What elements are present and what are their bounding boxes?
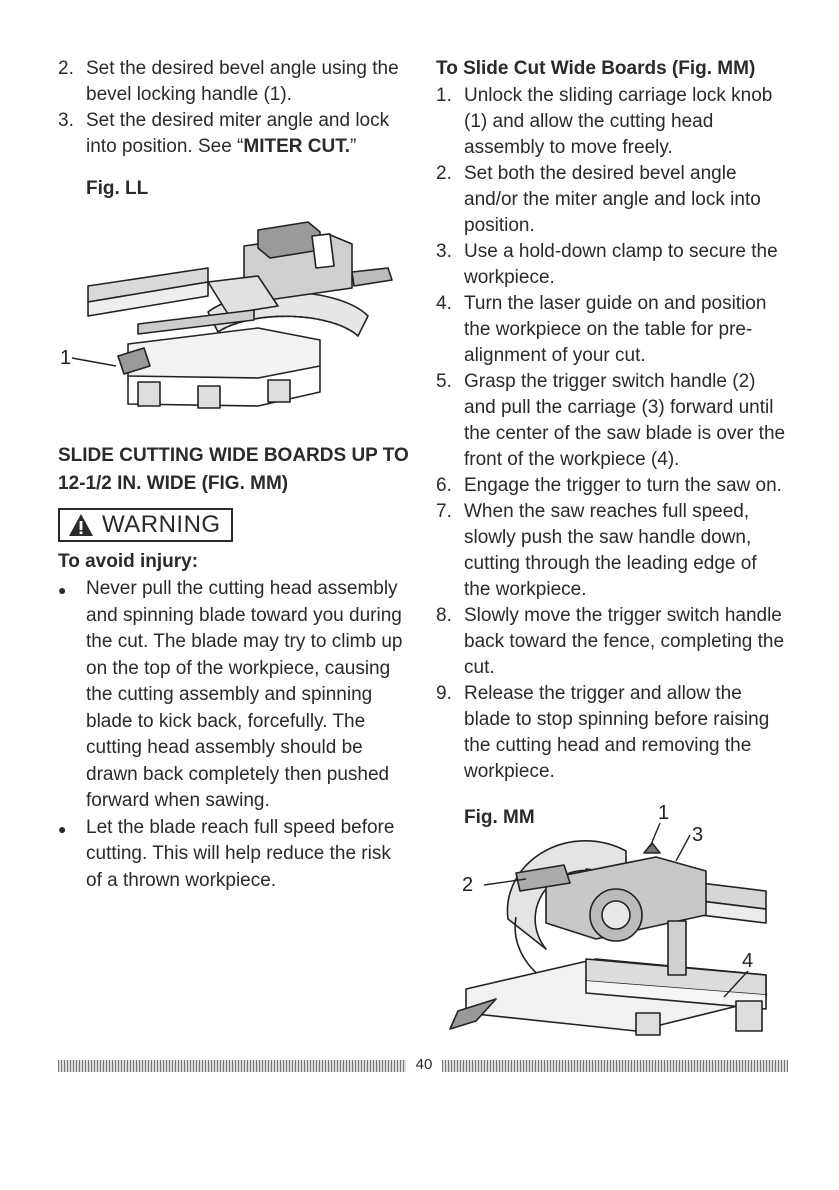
footer-bar-right <box>442 1060 788 1072</box>
step-text: Grasp the trigger switch handle (2) and pull the carriage (3) forward until the center of the saw blade is over the front of the workpiece (4). <box>464 371 786 470</box>
step-number: 3. <box>436 241 452 262</box>
fig-mm-callout-4: 4 <box>742 950 754 972</box>
step-number: 9. <box>436 683 452 704</box>
left-step-2 <box>58 56 410 108</box>
warning-label: WARNING <box>102 511 221 538</box>
right-step <box>436 239 786 291</box>
step-text: Turn the laser guide on and position the workpiece on the table for pre-alignment of your cut. <box>464 293 767 366</box>
right-step <box>436 369 786 473</box>
section-heading: SLIDE CUTTING WIDE BOARDS UP TO 12-1/2 IN. WIDE (FIG. MM) <box>58 445 409 494</box>
right-step <box>436 681 786 785</box>
step-text: Engage the trigger to turn the saw on. <box>464 475 782 496</box>
footer-bar-left <box>58 1060 406 1072</box>
right-step <box>436 473 786 499</box>
step-text: Set both the desired bevel angle and/or the miter angle and lock into position. <box>464 163 761 236</box>
fig-mm <box>436 799 786 1049</box>
warning-bullet <box>58 576 410 815</box>
left-column <box>58 56 410 894</box>
fig-mm-illustration <box>436 799 786 1049</box>
step-number: 8. <box>436 605 452 626</box>
step-text: Release the trigger and allow the blade to stop spinning before raising the cutting head and removing the workpiece. <box>464 683 770 782</box>
right-column <box>436 56 786 1049</box>
page-number: 40 <box>415 1056 433 1073</box>
right-step <box>436 161 786 239</box>
step-number: 3. <box>58 110 74 131</box>
step-text: Set the desired bevel angle using the bevel locking handle (1). <box>86 58 399 105</box>
step-number: 4. <box>436 293 452 314</box>
fig-ll-illustration <box>58 216 410 416</box>
fig-mm-callout-3: 3 <box>692 824 704 846</box>
miter-cut-reference: MITER CUT. <box>243 136 350 157</box>
step-text-part: Set the desired miter angle and lock into position. See “ <box>86 110 390 157</box>
step-text: When the saw reaches full speed, slowly push the saw handle down, cutting through the leading edge of the workpiece. <box>464 501 757 600</box>
avoid-injury-heading: To avoid injury: <box>58 551 199 572</box>
warning-triangle-icon <box>68 513 94 537</box>
bullet-dot-icon: ● <box>58 820 67 837</box>
step-text-part: ” <box>349 136 357 157</box>
right-steps-list <box>436 83 786 785</box>
page-footer <box>58 1056 788 1074</box>
right-step <box>436 499 786 603</box>
step-number: 2. <box>58 58 74 79</box>
step-text: Use a hold-down clamp to secure the workpiece. <box>464 241 778 288</box>
warning-box <box>58 508 233 542</box>
fig-mm-label: Fig. MM <box>464 807 535 828</box>
step-number: 2. <box>436 163 452 184</box>
fig-ll-callout-1: 1 <box>60 347 72 369</box>
step-number: 6. <box>436 475 452 496</box>
step-number: 5. <box>436 371 452 392</box>
right-heading: To Slide Cut Wide Boards (Fig. MM) <box>436 58 756 79</box>
step-text <box>86 108 410 160</box>
step-number: 7. <box>436 501 452 522</box>
fig-mm-callout-2: 2 <box>462 874 474 896</box>
bullet-text: Never pull the cutting head assembly and spinning blade toward you during the cut. The blade may try to climb up on the top of the workpiece, causing the cutting assembly and spinning blade to kick back, forcefully. The cutting head assembly should be drawn back completely then pushed forward when sawing. <box>86 578 403 811</box>
right-step <box>436 83 786 161</box>
bullet-dot-icon: ● <box>58 582 67 598</box>
bullet-text: Let the blade reach full speed before cutting. This will help reduce the risk of a thrown workpiece. <box>86 816 395 891</box>
right-step <box>436 603 786 681</box>
right-step <box>436 291 786 369</box>
fig-ll-label: Fig. LL <box>86 178 149 199</box>
fig-mm-callout-1: 1 <box>658 802 670 824</box>
step-number: 1. <box>436 85 452 106</box>
step-text: Unlock the sliding carriage lock knob (1) and allow the cutting head assembly to move freely. <box>464 85 773 158</box>
step-text: Slowly move the trigger switch handle back toward the fence, completing the cut. <box>464 605 785 678</box>
left-step-3 <box>58 108 410 160</box>
warning-bullet <box>58 815 410 895</box>
